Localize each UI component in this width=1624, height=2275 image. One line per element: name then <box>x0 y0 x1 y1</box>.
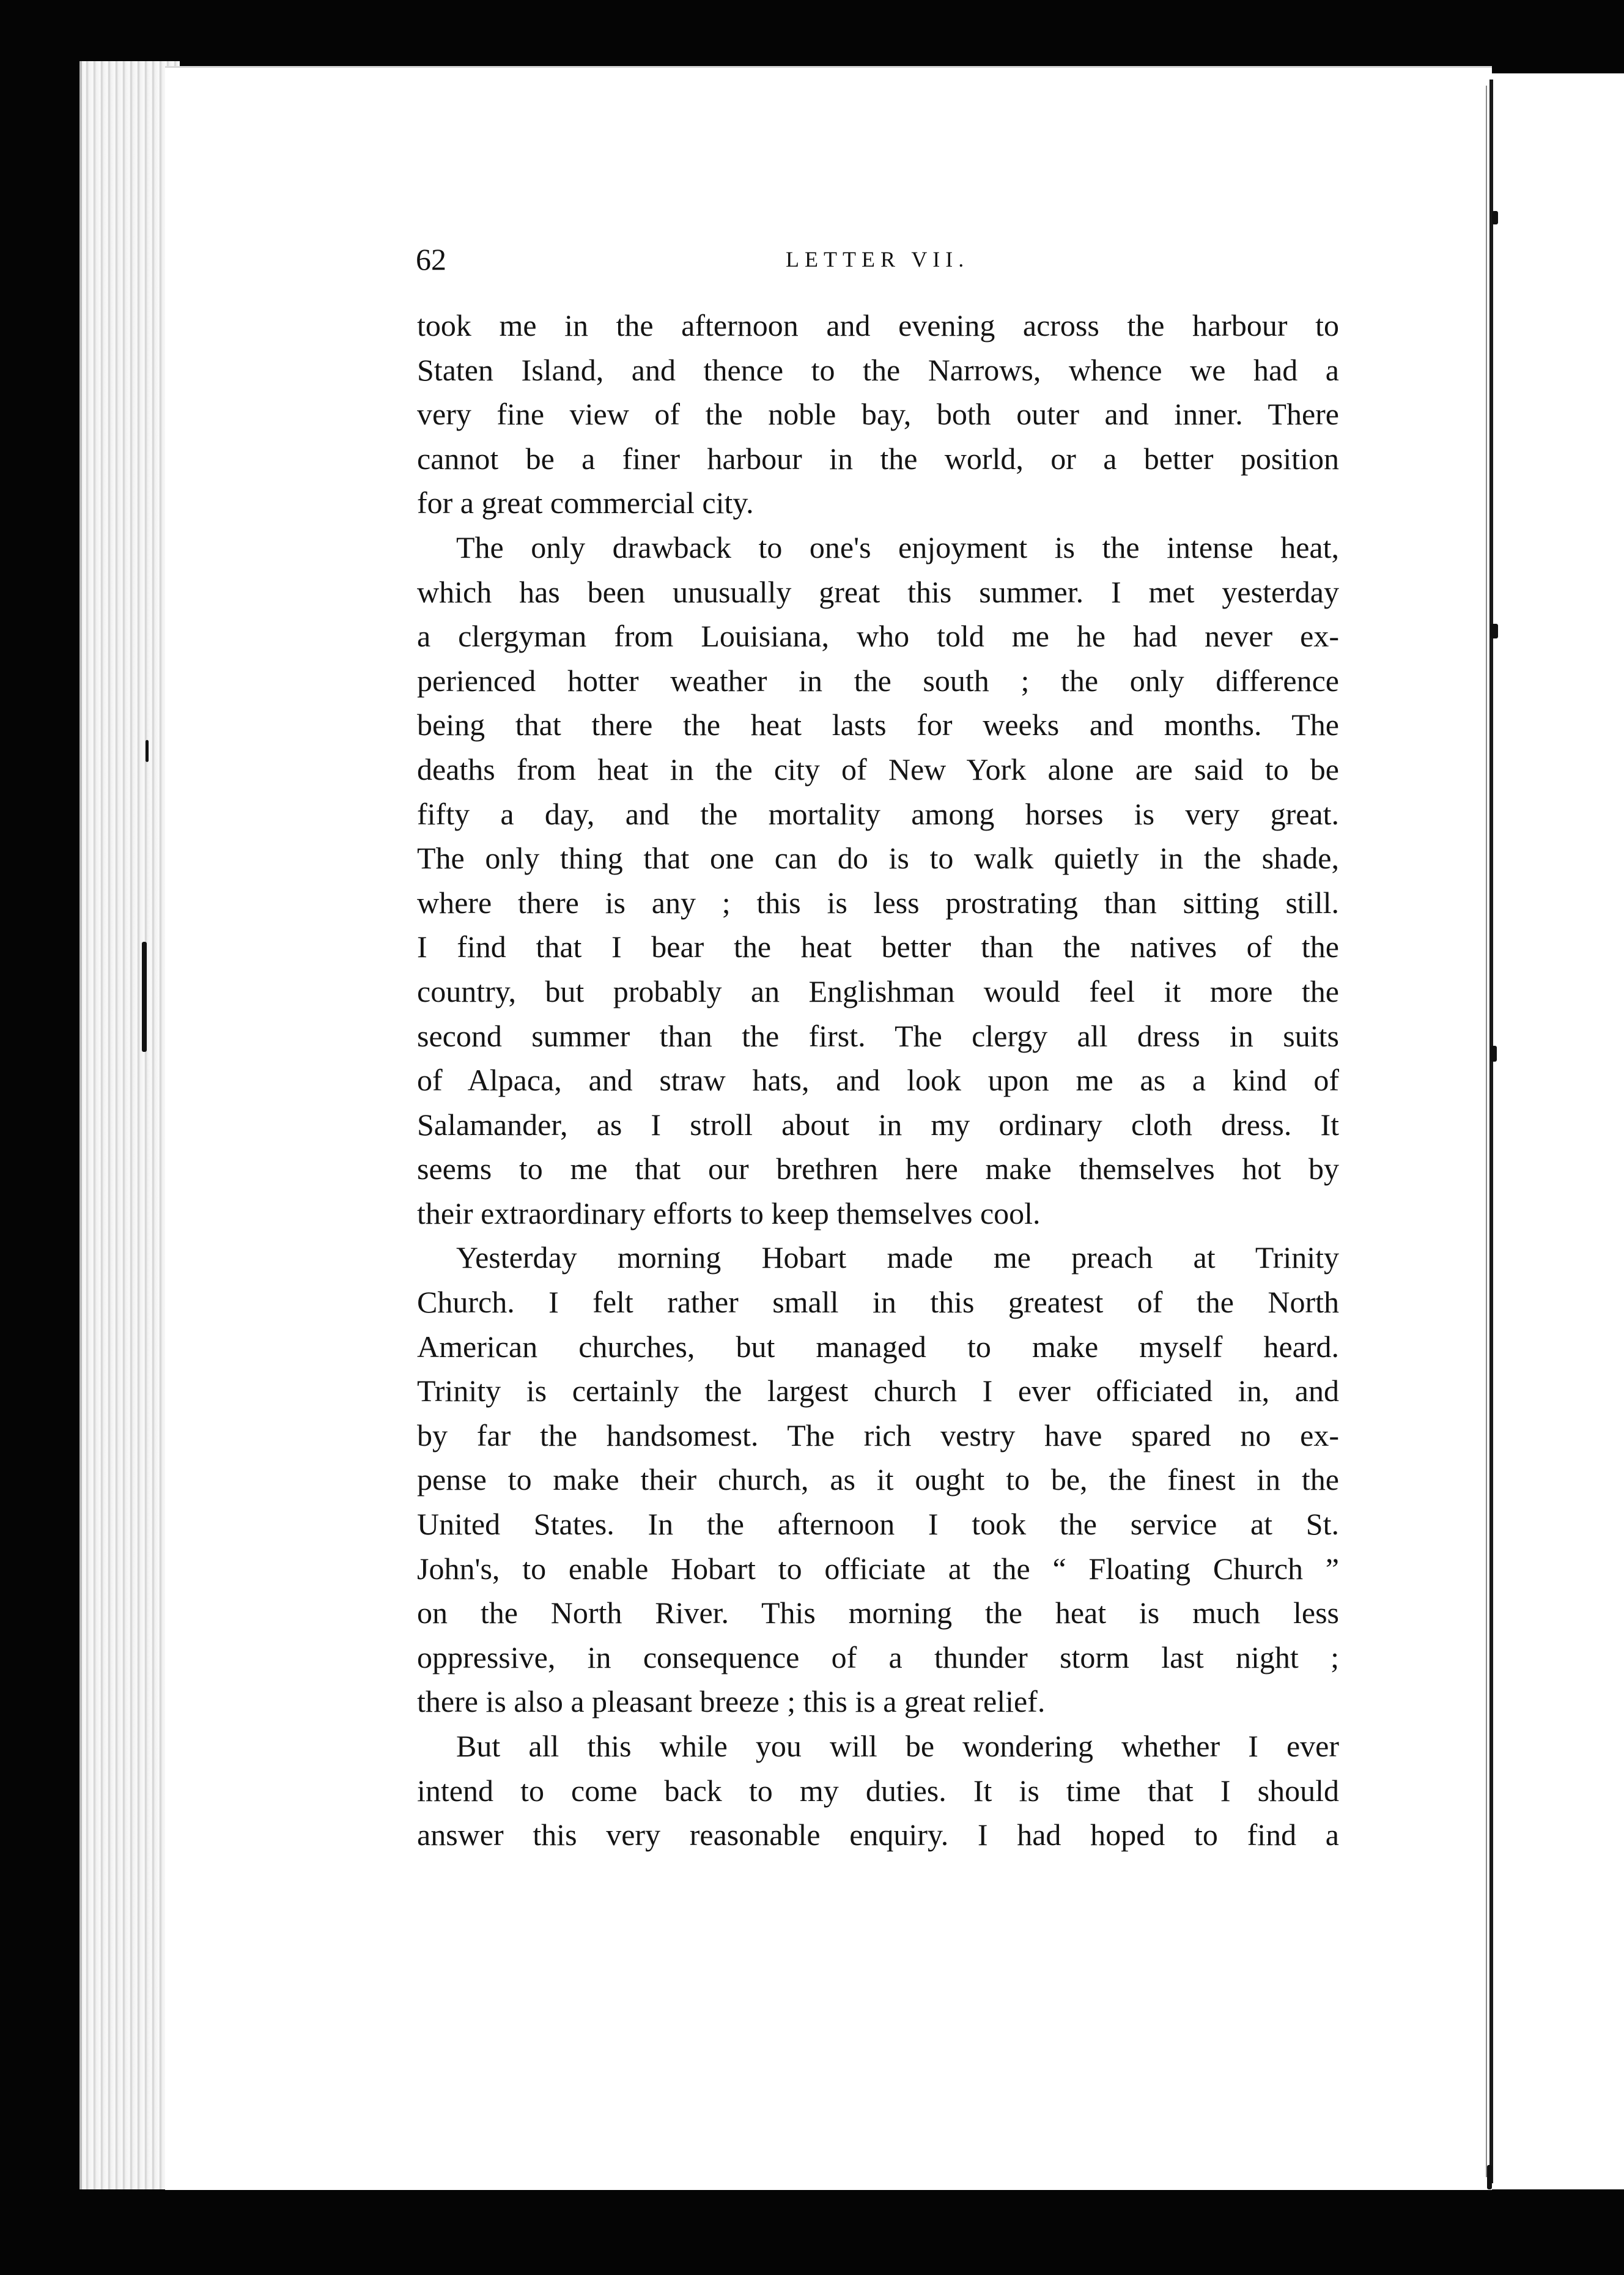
text-line: took me in the afternoon and evening across the harbour to <box>417 308 1339 342</box>
running-head <box>416 242 1339 278</box>
text-line: very fine view of the noble bay, both outer and inner. There <box>417 397 1339 432</box>
page-number: 62 <box>416 242 446 276</box>
text-line: Trinity is certainly the largest church I ever officiated in, and <box>417 1374 1339 1408</box>
text-line: perienced hotter weather in the south ; the only difference <box>417 663 1339 698</box>
text-line: intend to come back to my duties. It is time that I should <box>417 1773 1339 1808</box>
binding-mark <box>1487 2165 1492 2189</box>
page-edge-mark <box>142 942 147 1052</box>
text-line: John's, to enable Hobart to officiate at the “ Floating Church ” <box>417 1551 1339 1586</box>
facing-page-edge <box>1492 73 1624 2189</box>
text-line: by far the handsomest. The rich vestry have spared no ex- <box>417 1418 1339 1452</box>
text-line: a clergyman from Louisiana, who told me he had never ex- <box>417 619 1339 654</box>
text-line: The only drawback to one's enjoyment is the intense heat, <box>456 530 1339 564</box>
text-line: being that there the heat lasts for weeks and months. The <box>417 708 1339 742</box>
text-line: cannot be a finer harbour in the world, or a better position <box>417 441 1339 476</box>
text-line: pense to make their church, as it ought to be, the finest in the <box>417 1462 1339 1497</box>
text-line: country, but probably an Englishman would feel it more the <box>417 974 1339 1008</box>
text-line: which has been unusually great this summer. I met yesterday <box>417 574 1339 609</box>
page-edge-mark <box>146 740 149 762</box>
body-text <box>417 303 1339 1857</box>
chapter-heading: LETTER VII. <box>786 247 970 272</box>
text-line: second summer than the first. The clergy all dress in suits <box>417 1018 1339 1053</box>
text-line: Salamander, as I stroll about in my ordinary cloth dress. It <box>417 1107 1339 1142</box>
text-line: where there is any ; this is less prostrating than sitting still. <box>417 885 1339 920</box>
text-line: seems to me that our brethren here make themselves hot by <box>417 1152 1339 1186</box>
text-line: Yesterday morning Hobart made me preach at Trinity <box>456 1240 1339 1275</box>
text-line: I find that I bear the heat better than the natives of the <box>417 930 1339 964</box>
gutter-line <box>1489 80 1493 2183</box>
text-line: deaths from heat in the city of New York alone are said to be <box>417 752 1339 786</box>
text-line: United States. In the afternoon I took the service at St. <box>417 1507 1339 1542</box>
binding-mark <box>1491 1046 1497 1062</box>
text-line: fifty a day, and the mortality among horses is very great. <box>417 796 1339 831</box>
text-line: there is also a pleasant breeze ; this is a great relief. <box>417 1684 1046 1719</box>
text-line: oppressive, in consequence of a thunder storm last night ; <box>417 1640 1339 1674</box>
gutter-shadow <box>1486 86 1487 2177</box>
text-line: The only thing that one can do is to walk quietly in the shade, <box>417 841 1339 876</box>
text-line: American churches, but managed to make myself heard. <box>417 1329 1339 1364</box>
text-line: Church. I felt rather small in this greatest of the North <box>417 1285 1339 1320</box>
text-line: for a great commercial city. <box>417 486 754 520</box>
text-line: But all this while you will be wondering whether I ever <box>456 1729 1339 1763</box>
text-line: answer this very reasonable enquiry. I had hoped to find a <box>417 1818 1339 1852</box>
text-line: on the North River. This morning the heat is much less <box>417 1596 1339 1630</box>
binding-mark <box>1491 624 1498 638</box>
text-line: their extraordinary efforts to keep themselves cool. <box>417 1196 1041 1230</box>
text-line: Staten Island, and thence to the Narrows, whence we had a <box>417 352 1339 387</box>
binding-mark <box>1492 211 1498 224</box>
text-line: of Alpaca, and straw hats, and look upon me as a kind of <box>417 1063 1339 1098</box>
